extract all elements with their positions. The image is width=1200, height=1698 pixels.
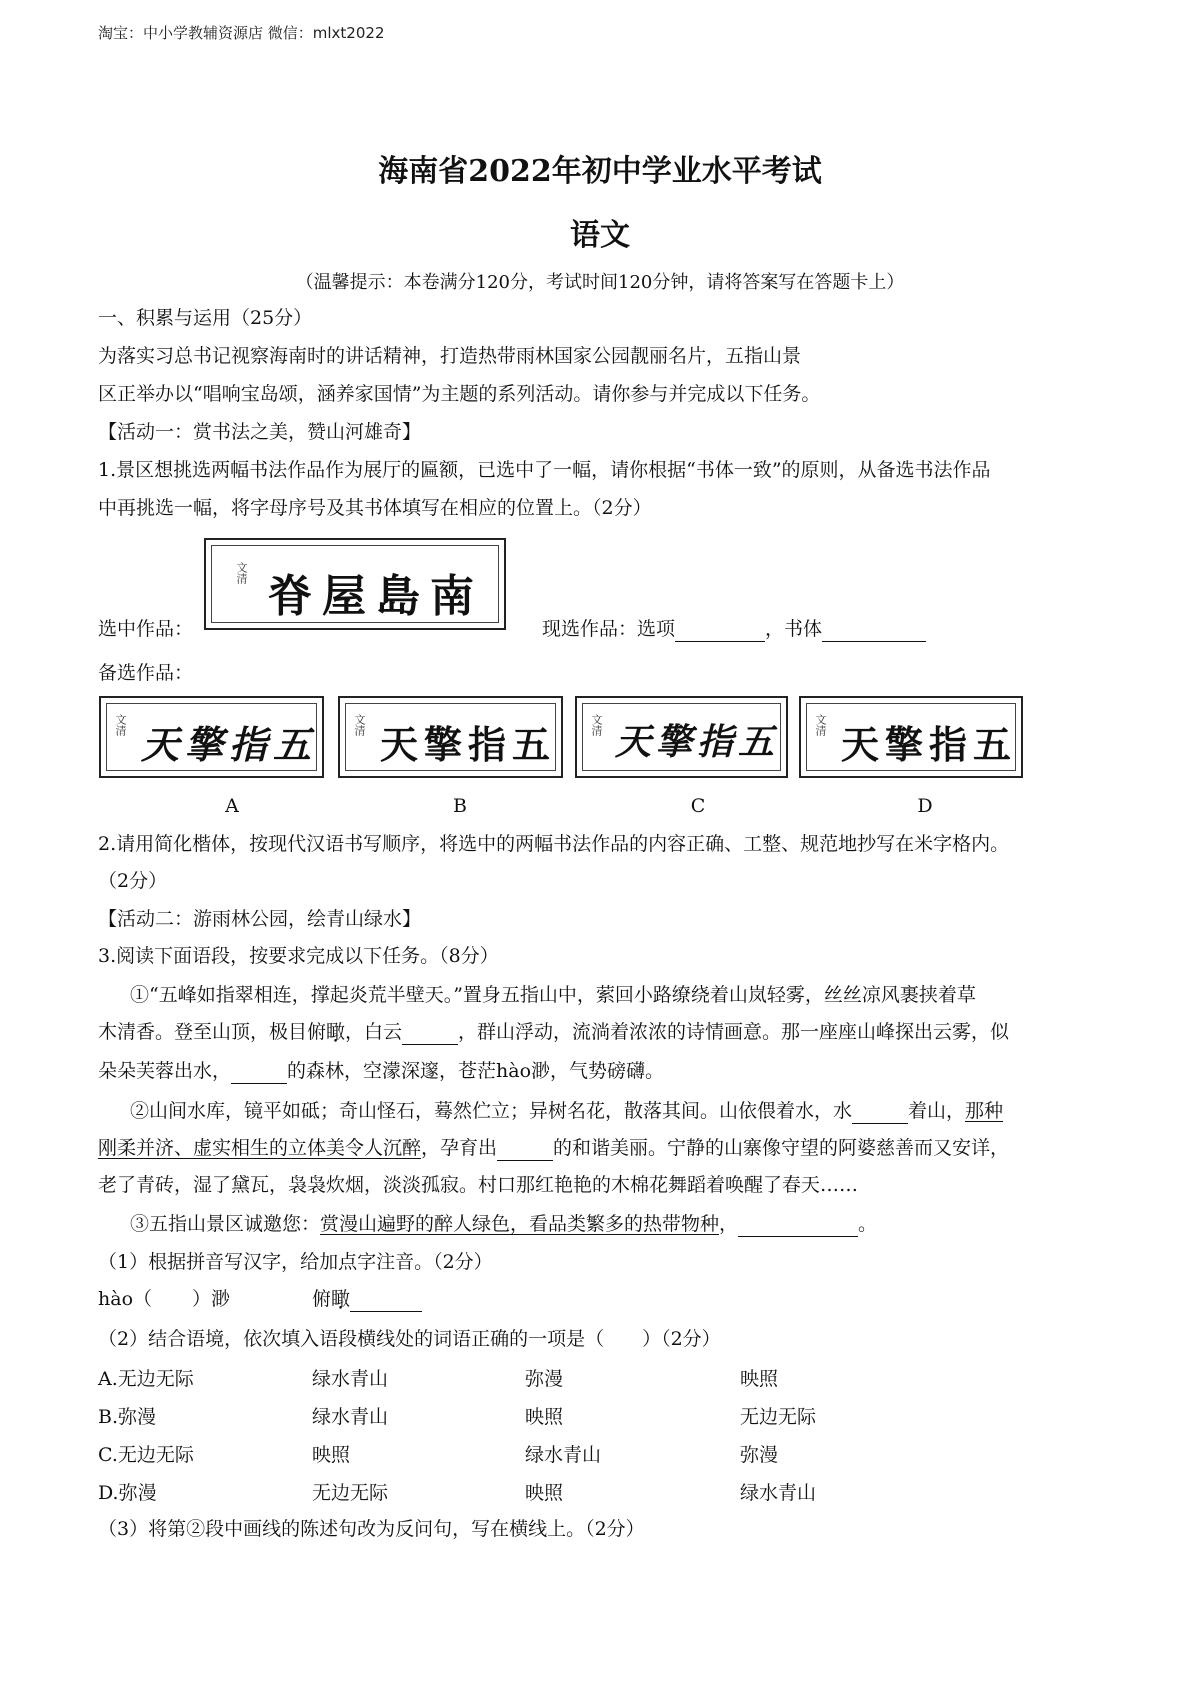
sub-question-2: （2）结合语境，依次填入语段横线处的词语正确的一项是（ ）（2分） [98,1328,721,1350]
calligraphy-characters: 天擎指五 [841,722,1018,767]
passage-p1-line-2 [98,1019,1009,1045]
subject-title: 语文 [570,218,630,253]
underlined-sentence: 那种 [965,1100,1004,1122]
exam-title: 海南省2022年初中学业水平考试 [378,154,822,189]
dotted-char: 瞰 [326,1021,346,1043]
choice-a-1[interactable]: A.无边无际 [98,1368,194,1390]
calligraphy-seal: 文清 [590,714,603,736]
passage-p2-line-1 [130,1098,1003,1124]
intro-line-1: 为落实习总书记视察海南时的讲话精神，打造热带雨林国家公园靓丽名片，五指山景 [98,345,802,367]
text-segment: 着山， [908,1100,966,1122]
activity-2-heading: 【活动二：游雨林公园，绘青山绿水】 [98,908,422,930]
sub-question-1-item-1 [98,1286,230,1312]
choice-d-1[interactable]: D.弥漫 [98,1482,157,1504]
text-segment: 的森林，空濛深邃，苍茫hào渺，气势磅礴。 [287,1060,665,1082]
calligraphy-seal: 文清 [114,714,127,736]
current-pick-mid: ，书体 [765,618,823,640]
selected-calligraphy [204,538,506,630]
pinyin-prompt: hào（ [98,1288,153,1310]
question-2-line-2: （2分） [98,870,168,892]
header-note: 淘宝：中小学教辅资源店 微信：mlxt2022 [98,24,385,42]
calligraphy-seal: 文清 [235,562,248,584]
calligraphy-seal: 文清 [814,714,827,736]
text-segment: 的和谐美丽。宁静的山寨像守望的阿婆慈善而又安详， [553,1137,1010,1159]
choice-a-4: 映照 [740,1368,779,1390]
choice-c-1[interactable]: C.无边无际 [98,1444,194,1466]
calligraphy-seal: 文清 [353,714,366,736]
underlined-sentence: 刚柔并济、虚实相生的立体美令人沉醉 [98,1137,422,1159]
text-segment: ，白云 [345,1021,403,1043]
activity-1-heading: 【活动一：赏书法之美，赞山河雄奇】 [98,421,422,443]
choice-b-4: 无边无际 [740,1406,817,1428]
current-pick [542,616,926,642]
choice-c-2: 映照 [312,1444,351,1466]
script-style-blank[interactable] [822,621,926,642]
passage-blank-4[interactable] [497,1140,553,1161]
passage-p1-line-1: ①“五峰如指翠相连，撑起炎荒半壁天。”置身五指山中，萦回小路缭绕着山岚轻雾，丝丝凉风裹挟着草 [130,984,976,1006]
question-2-line-1: 2.请用简化楷体，按现代汉语书写顺序，将选中的两幅书法作品的内容正确、工整、规范地抄写在米字格内。 [98,833,1010,855]
choice-d-4: 绿水青山 [740,1482,817,1504]
calligraphy-characters: 脊屋島南 [268,571,484,622]
selected-label: 选中作品： [98,618,194,640]
text-segment: 俯 [312,1288,332,1310]
passage-blank-3[interactable] [852,1103,908,1124]
underlined-sentence: 赏漫山遍野的醉人绿色，看品类繁多的热带物种 [320,1213,720,1235]
section-heading: 一、积累与运用（25分） [98,307,313,329]
option-label-d: D [917,795,933,817]
candidate-calligraphy-c [575,696,788,778]
candidate-calligraphy-b [338,696,563,778]
intro-line-2: 区正举办以“唱响宝岛颂，涵养家国情”为主题的系列活动。请你参与并完成以下任务。 [98,383,821,405]
passage-p2-line-2 [98,1135,1009,1161]
current-pick-prefix: 现选作品：选项 [542,618,676,640]
text-segment: 木清香。登至山顶，极目俯 [98,1021,327,1043]
choice-b-1[interactable]: B.弥漫 [98,1406,157,1428]
option-blank[interactable] [675,621,765,642]
choice-d-3: 映照 [525,1482,564,1504]
pronunciation-blank[interactable] [350,1291,422,1312]
text-segment: 。 [858,1213,878,1235]
candidate-calligraphy-d [799,696,1023,778]
choice-a-3: 弥漫 [525,1368,564,1390]
passage-blank-1[interactable] [402,1024,458,1045]
calligraphy-characters: 天擎指五 [615,721,780,763]
option-label-a: A [225,795,239,817]
text-segment: ， [719,1213,739,1235]
question-1-line-2: 中再挑选一幅，将字母序号及其书体填写在相应的位置上。（2分） [98,497,652,519]
passage-blank-2[interactable] [231,1063,287,1084]
calligraphy-characters: 天擎指五 [380,722,557,767]
choice-a-2: 绿水青山 [312,1368,389,1390]
choice-b-3: 映照 [525,1406,564,1428]
text-segment: ，群山浮动，流淌着浓浓的诗情画意。那一座座山峰探出云雾，似 [458,1021,1010,1043]
option-label-b: B [453,795,467,817]
choice-b-2: 绿水青山 [312,1406,389,1428]
passage-p2-line-3: 老了青砖，湿了黛瓦，袅袅炊烟，淡淡孤寂。村口那红艳艳的木棉花舞蹈着唤醒了春天…… [98,1174,859,1196]
question-1-line-1: 1.景区想挑选两幅书法作品作为展厅的匾额，已选中了一幅，请你根据“书体一致”的原则，从备选书法作品 [98,459,991,481]
passage-p3 [130,1211,877,1237]
choice-c-3: 绿水青山 [525,1444,602,1466]
choice-d-2: 无边无际 [312,1482,389,1504]
text-segment: ②山间水库，镜平如砥；奇山怪石，蓦然伫立；异树名花，散落其间。山依偎着水，水 [130,1100,853,1122]
question-3: 3.阅读下面语段，按要求完成以下任务。（8分） [98,945,499,967]
text-segment: ，孕育出 [421,1137,498,1159]
calligraphy-characters: 天擎指五 [141,722,318,767]
option-label-c: C [690,795,706,817]
candidates-label: 备选作品： [98,662,194,684]
sub-question-1-item-2 [312,1286,422,1312]
dotted-char: 瞰 [331,1288,351,1310]
choice-c-4: 弥漫 [740,1444,779,1466]
text-segment: 朵朵芙蓉出水， [98,1060,232,1082]
text-segment: ）渺 [192,1288,231,1310]
sub-question-3: （3）将第②段中画线的陈述句改为反问句，写在横线上。（2分） [98,1518,645,1540]
sub-question-1: （1）根据拼音写汉字，给加点字注音。（2分） [98,1251,493,1273]
passage-p1-line-3 [98,1058,664,1084]
candidate-calligraphy-a [99,696,324,778]
text-segment: ③五指山景区诚邀您： [130,1213,321,1235]
exam-tip: （温馨提示：本卷满分120分，考试时间120分钟，请将答案写在答题卡上） [295,272,905,293]
passage-blank-5[interactable] [738,1216,858,1237]
